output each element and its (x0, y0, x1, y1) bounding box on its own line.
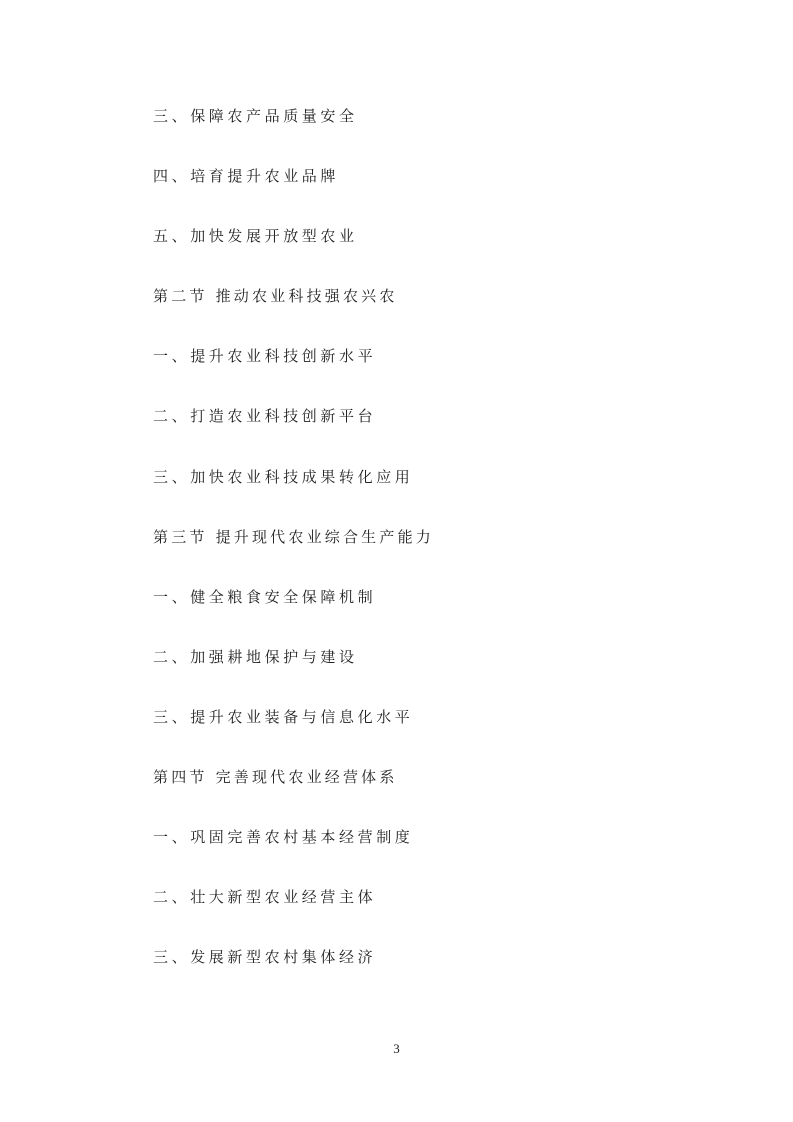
toc-section-heading: 第四节 完善现代农业经营体系 (153, 768, 398, 787)
toc-item: 三、提升农业装备与信息化水平 (153, 707, 414, 726)
table-of-contents (153, 106, 434, 1007)
page-number: 3 (393, 1041, 400, 1056)
toc-item: 二、打造农业科技创新平台 (153, 407, 377, 426)
toc-item: 一、提升农业科技创新水平 (153, 347, 377, 366)
toc-item: 三、加快农业科技成果转化应用 (153, 467, 414, 486)
toc-item: 一、健全粮食安全保障机制 (153, 587, 377, 606)
toc-item: 一、巩固完善农村基本经营制度 (153, 828, 414, 847)
toc-item: 二、加强耕地保护与建设 (153, 647, 358, 666)
toc-item: 三、保障农产品质量安全 (153, 107, 358, 125)
toc-item: 四、培育提升农业品牌 (153, 167, 340, 186)
toc-section-heading: 第三节 提升现代农业综合生产能力 (153, 527, 434, 546)
toc-item: 五、加快发展开放型农业 (153, 227, 358, 246)
toc-section-heading: 第二节 推动农业科技强农兴农 (153, 287, 398, 306)
toc-item: 二、壮大新型农业经营主体 (153, 888, 377, 907)
toc-item: 三、发展新型农村集体经济 (153, 948, 377, 967)
